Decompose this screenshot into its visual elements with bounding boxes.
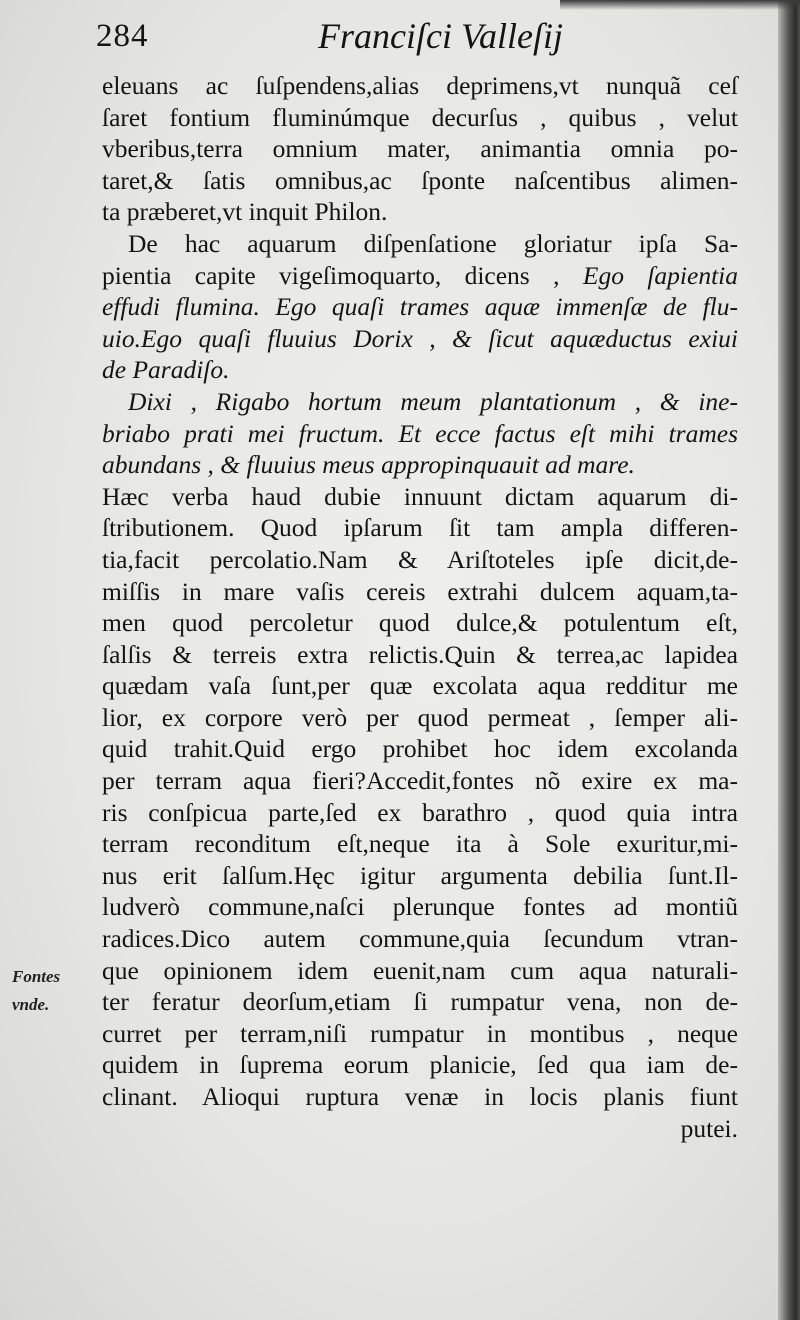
margin-note — [12, 963, 92, 1019]
text-line: Dixi , Rigabo hortum meum plantationum , & ine- — [128, 386, 738, 416]
text-line: miſſis in mare vaſis cereis extrahi dulcem aquam,ta- — [102, 576, 738, 606]
page-number: 284 — [96, 18, 149, 54]
text-line: clinant. Alioqui ruptura venæ in locis planis fiunt — [102, 1082, 738, 1111]
text-line: radices.Dico autem commune,quia ſecundum vtran- — [102, 924, 738, 954]
text-line: ris conſpicua parte,ſed ex barathro , quod quia intra — [102, 797, 738, 827]
margin-note-line: vnde. — [12, 995, 50, 1014]
text-line: lior, ex corpore verò per quod permeat , ſemper ali- — [102, 702, 738, 732]
scan-edge-shadow — [560, 0, 800, 10]
text-line: que opinionem idem euenit,nam cum aqua naturali- — [102, 955, 738, 985]
text-line: De hac aquarum diſpenſatione gloriatur ipſa Sa- — [128, 228, 738, 258]
running-head-title: Franciſci Valleſij — [318, 16, 563, 56]
text-line: quid trahit.Quid ergo prohibet hoc idem excolanda — [102, 734, 738, 764]
text-line: pientia capite vigeſimoquarto, dicens , Ego ſapientia — [102, 260, 738, 290]
text-line: abundans , & fluuius meus appropinquauit ad mare. — [102, 450, 635, 480]
text-line: Hæc verba haud dubie innuunt dictam aquarum di- — [102, 481, 738, 511]
text-line: tia,facit percolatio.Nam & Ariſtoteles ipſe dicit,de- — [102, 544, 738, 574]
text-line: putei. — [680, 1113, 738, 1143]
text-line: ter feratur deorſum,etiam ſi rumpatur vena, non de- — [102, 987, 738, 1017]
text-line: uio.Ego quaſi fluuius Dorix , & ſicut aquæductus exiui — [102, 323, 738, 353]
margin-note-line: Fontes — [12, 967, 61, 986]
text-line: taret,& ſatis omnibus,ac ſponte naſcentibus alimen- — [102, 165, 738, 195]
text-line: quidem in ſuprema eorum planicie, ſed qua iam de- — [102, 1050, 738, 1080]
text-line: ta præberet,vt inquit Philon. — [102, 197, 388, 227]
book-spine-shadow — [778, 0, 800, 1320]
text-line: nus erit ſalſum.Hęc igitur argumenta debilia ſunt.Il- — [102, 860, 738, 890]
text-line: curret per terram,niſi rumpatur in montibus , neque — [102, 1018, 738, 1048]
text-line: de Paradiſo. — [102, 355, 230, 385]
text-line: effudi flumina. Ego quaſi trames aquæ immenſæ de flu- — [102, 292, 738, 322]
text-line: per terram aqua fieri?Accedit,fontes nõ exire ex ma- — [102, 766, 738, 796]
text-line: terram reconditum eſt,neque ita à Sole exuritur,mi- — [102, 829, 738, 859]
text-line: quædam vaſa ſunt,per quæ excolata aqua redditur me — [102, 671, 738, 701]
body-text — [102, 70, 738, 1144]
text-line: eleuans ac ſuſpendens,alias deprimens,vt nunquã ceſ — [102, 71, 738, 100]
text-line: ludverò commune,naſci plerunque fontes ad montiũ — [102, 892, 738, 922]
text-line: vberibus,terra omnium mater, animantia omnia po- — [102, 134, 738, 164]
text-line: briabo prati mei fructum. Et ecce factus eſt mihi trames — [102, 418, 738, 448]
text-line: ſaret fontium fluminúmque decurſus , quibus , velut — [102, 102, 738, 132]
text-line: ſalſis & terreis extra relictis.Quin & terrea,ac lapidea — [102, 639, 738, 669]
running-head — [96, 14, 736, 58]
text-line: men quod percoletur quod dulce,& potulentum eſt, — [102, 608, 738, 638]
text-line: ſtributionem. Quod ipſarum ſit tam ampla differen- — [102, 513, 738, 543]
